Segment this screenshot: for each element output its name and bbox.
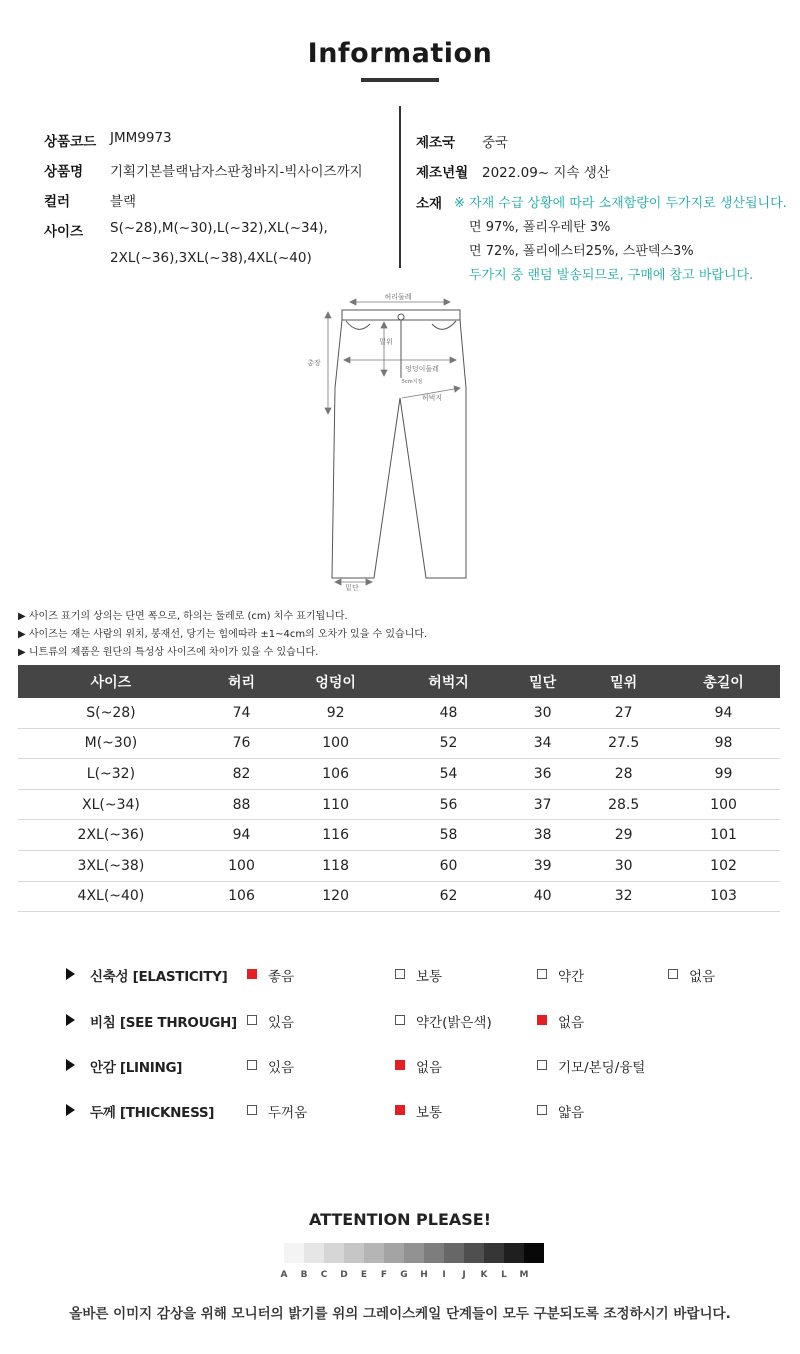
info-label: 상품코드 bbox=[44, 134, 97, 150]
info-label: 컬러 bbox=[44, 194, 71, 210]
grayscale-swatch bbox=[364, 1243, 384, 1263]
size-table-row bbox=[18, 850, 780, 881]
cell-length: 101 bbox=[667, 820, 780, 851]
option-label: 두꺼움 bbox=[268, 1105, 308, 1121]
cell-rise: 29 bbox=[580, 820, 667, 851]
grayscale-swatch bbox=[504, 1243, 524, 1263]
property-row bbox=[0, 1056, 800, 1076]
info-label: 사이즈 bbox=[44, 224, 84, 240]
diagram-label-thigh-offset: 5cm지점 bbox=[401, 379, 423, 385]
swatch-label: J bbox=[462, 1270, 466, 1280]
material-note: ※ 자재 수급 상황에 따라 소재함량이 두가지로 생산됩니다. bbox=[454, 196, 787, 211]
property-row bbox=[0, 965, 800, 985]
size-table-row bbox=[18, 881, 780, 912]
info-value: 2022.09~ 지속 생산 bbox=[482, 165, 610, 181]
cell-hip: 120 bbox=[279, 881, 392, 912]
header-hip: 엉덩이 bbox=[279, 665, 392, 698]
header-hem: 밑단 bbox=[505, 665, 580, 698]
diagram-label-hip: 엉덩이둘레 bbox=[405, 365, 439, 373]
option-label: 보통 bbox=[416, 1105, 443, 1121]
grayscale-swatch bbox=[444, 1243, 464, 1263]
cell-hip: 118 bbox=[279, 850, 392, 881]
info-value: 2XL(~36),3XL(~38),4XL(~40) bbox=[110, 250, 312, 266]
cell-waist: 76 bbox=[204, 728, 279, 759]
swatch-label: I bbox=[442, 1270, 446, 1280]
cell-hem: 34 bbox=[505, 728, 580, 759]
cell-waist: 100 bbox=[204, 850, 279, 881]
pants-size-diagram bbox=[300, 288, 500, 598]
info-value: 기획기본블랙남자스판청바지-빅사이즈까지 bbox=[110, 164, 363, 180]
unchecked-box-icon bbox=[247, 1015, 257, 1025]
diagram-label-length: 총장 bbox=[307, 359, 321, 367]
cell-size: M(~30) bbox=[18, 728, 204, 759]
option-label: 약간(밝은색) bbox=[416, 1015, 492, 1031]
checked-box-icon bbox=[395, 1060, 405, 1070]
unchecked-box-icon bbox=[247, 1105, 257, 1115]
option-label: 기모/본딩/융털 bbox=[558, 1060, 646, 1076]
option-label: 있음 bbox=[268, 1060, 295, 1076]
unchecked-box-icon bbox=[247, 1060, 257, 1070]
header-rise: 밑위 bbox=[580, 665, 667, 698]
info-value: 중국 bbox=[482, 135, 509, 151]
material-note-2-text: 두가지 중 랜덤 발송되므로, 구매에 참고 바랍니다. bbox=[469, 268, 754, 283]
property-label: 비침 [SEE THROUGH] bbox=[90, 1015, 237, 1031]
property-row bbox=[0, 1101, 800, 1121]
option-label: 좋음 bbox=[268, 969, 295, 985]
cell-rise: 27 bbox=[580, 698, 667, 728]
grayscale-swatch bbox=[484, 1243, 504, 1263]
swatch-label: H bbox=[420, 1270, 428, 1280]
page-title: Information bbox=[307, 38, 493, 69]
attention-title: ATTENTION PLEASE! bbox=[308, 1210, 492, 1229]
cell-hip: 92 bbox=[279, 698, 392, 728]
cell-waist: 82 bbox=[204, 759, 279, 790]
size-table-row bbox=[18, 789, 780, 820]
info-label: 소재 bbox=[416, 196, 443, 212]
triangle-bullet-icon bbox=[66, 1014, 75, 1026]
swatch-label: D bbox=[340, 1270, 348, 1280]
size-table-row bbox=[18, 698, 780, 728]
property-label: 신축성 [ELASTICITY] bbox=[90, 969, 228, 985]
swatch-label: E bbox=[360, 1270, 368, 1280]
grayscale-swatch bbox=[304, 1243, 324, 1263]
cell-length: 94 bbox=[667, 698, 780, 728]
swatch-label: F bbox=[380, 1270, 388, 1280]
diagram-label-waist: 허리둘레 bbox=[384, 293, 412, 301]
info-label: 상품명 bbox=[44, 164, 84, 180]
swatch-label: K bbox=[480, 1270, 488, 1280]
size-note: ▶ 사이즈는 재는 사람의 위치, 봉재선, 당기는 힘에따라 ±1~4cm의 오차가 있을 수 있습니다. bbox=[18, 629, 428, 640]
swatch-label: B bbox=[300, 1270, 308, 1280]
size-note: ▶ 사이즈 표기의 상의는 단면 폭으로, 하의는 둘레로 (cm) 치수 표기됩니다. bbox=[18, 611, 348, 622]
waistband-shape bbox=[342, 310, 460, 320]
size-table-header bbox=[18, 665, 780, 698]
diagram-label-hem: 밑단 bbox=[345, 584, 359, 592]
grayscale-swatch bbox=[324, 1243, 344, 1263]
grayscale-swatch bbox=[524, 1243, 544, 1263]
cell-waist: 94 bbox=[204, 820, 279, 851]
grayscale-swatch bbox=[464, 1243, 484, 1263]
diagram-label-thigh: 허벅지 bbox=[421, 394, 443, 402]
triangle-bullet-icon bbox=[66, 1104, 75, 1116]
cell-hem: 40 bbox=[505, 881, 580, 912]
unchecked-box-icon bbox=[395, 969, 405, 979]
cell-hem: 39 bbox=[505, 850, 580, 881]
header-size: 사이즈 bbox=[18, 665, 204, 698]
cell-hip: 106 bbox=[279, 759, 392, 790]
property-row bbox=[0, 1011, 800, 1031]
cell-thigh: 58 bbox=[392, 820, 505, 851]
property-label: 안감 [LINING] bbox=[90, 1060, 183, 1076]
grayscale-swatch bbox=[424, 1243, 444, 1263]
cell-thigh: 62 bbox=[392, 881, 505, 912]
cell-thigh: 60 bbox=[392, 850, 505, 881]
cell-length: 102 bbox=[667, 850, 780, 881]
header-length: 총길이 bbox=[667, 665, 780, 698]
grayscale-swatch bbox=[384, 1243, 404, 1263]
cell-rise: 28.5 bbox=[580, 789, 667, 820]
cell-hip: 110 bbox=[279, 789, 392, 820]
info-value: JMM9973 bbox=[110, 130, 172, 146]
cell-hip: 100 bbox=[279, 728, 392, 759]
swatch-label: G bbox=[400, 1270, 408, 1280]
checked-box-icon bbox=[395, 1105, 405, 1115]
monitor-brightness-note: 올바른 이미지 감상을 위해 모니터의 밝기를 위의 그레이스케일 단계들이 모두 구분되도록 조정하시기 바랍니다. bbox=[69, 1306, 731, 1322]
cell-thigh: 52 bbox=[392, 728, 505, 759]
cell-rise: 27.5 bbox=[580, 728, 667, 759]
cell-thigh: 56 bbox=[392, 789, 505, 820]
info-value: 면 97%, 폴리우레탄 3% bbox=[469, 220, 611, 235]
size-note: ▶ 니트류의 제품은 원단의 특성상 사이즈에 차이가 있을 수 있습니다. bbox=[18, 647, 319, 658]
cell-size: 3XL(~38) bbox=[18, 850, 204, 881]
option-label: 없음 bbox=[416, 1060, 443, 1076]
info-label: 제조년월 bbox=[416, 165, 469, 181]
cell-size: S(~28) bbox=[18, 698, 204, 728]
property-label: 두께 [THICKNESS] bbox=[90, 1105, 215, 1121]
cell-rise: 28 bbox=[580, 759, 667, 790]
cell-waist: 74 bbox=[204, 698, 279, 728]
cell-size: XL(~34) bbox=[18, 789, 204, 820]
header-thigh: 허벅지 bbox=[392, 665, 505, 698]
unchecked-box-icon bbox=[668, 969, 678, 979]
title-underline bbox=[361, 78, 439, 82]
cell-hem: 30 bbox=[505, 698, 580, 728]
cell-waist: 88 bbox=[204, 789, 279, 820]
option-label: 얇음 bbox=[558, 1105, 585, 1121]
option-label: 없음 bbox=[689, 969, 716, 985]
swatch-label: C bbox=[320, 1270, 328, 1280]
unchecked-box-icon bbox=[395, 1015, 405, 1025]
cell-thigh: 54 bbox=[392, 759, 505, 790]
option-label: 없음 bbox=[558, 1015, 585, 1031]
info-value: 면 72%, 폴리에스터25%, 스판덱스3% bbox=[469, 244, 694, 259]
pants-outline bbox=[332, 320, 466, 578]
cell-length: 98 bbox=[667, 728, 780, 759]
cell-hip: 116 bbox=[279, 820, 392, 851]
grayscale-swatch bbox=[404, 1243, 424, 1263]
cell-size: 2XL(~36) bbox=[18, 820, 204, 851]
size-table-row bbox=[18, 759, 780, 790]
cell-size: 4XL(~40) bbox=[18, 881, 204, 912]
triangle-bullet-icon bbox=[66, 1059, 75, 1071]
swatch-label: M bbox=[519, 1270, 529, 1280]
unchecked-box-icon bbox=[537, 1060, 547, 1070]
option-label: 있음 bbox=[268, 1015, 295, 1031]
cell-hem: 37 bbox=[505, 789, 580, 820]
cell-size: L(~32) bbox=[18, 759, 204, 790]
header-waist: 허리 bbox=[204, 665, 279, 698]
unchecked-box-icon bbox=[537, 1105, 547, 1115]
triangle-bullet-icon bbox=[66, 968, 75, 980]
checked-box-icon bbox=[247, 969, 257, 979]
size-table-row bbox=[18, 728, 780, 759]
diagram-label-rise: 밑위 bbox=[379, 338, 393, 346]
size-table-row bbox=[18, 820, 780, 851]
size-table bbox=[18, 665, 780, 912]
cell-hem: 38 bbox=[505, 820, 580, 851]
column-divider bbox=[399, 106, 401, 268]
option-label: 보통 bbox=[416, 969, 443, 985]
cell-waist: 106 bbox=[204, 881, 279, 912]
cell-thigh: 48 bbox=[392, 698, 505, 728]
unchecked-box-icon bbox=[537, 969, 547, 979]
info-value: 블랙 bbox=[110, 194, 137, 210]
grayscale-swatch bbox=[344, 1243, 364, 1263]
cell-hem: 36 bbox=[505, 759, 580, 790]
info-label: 제조국 bbox=[416, 135, 456, 151]
info-value: S(~28),M(~30),L(~32),XL(~34), bbox=[110, 220, 328, 236]
cell-length: 103 bbox=[667, 881, 780, 912]
swatch-label: L bbox=[501, 1270, 507, 1280]
swatch-label: A bbox=[280, 1270, 288, 1280]
checked-box-icon bbox=[537, 1015, 547, 1025]
cell-rise: 30 bbox=[580, 850, 667, 881]
cell-length: 99 bbox=[667, 759, 780, 790]
option-label: 약간 bbox=[558, 969, 585, 985]
grayscale-swatch bbox=[284, 1243, 304, 1263]
button-shape bbox=[398, 314, 404, 320]
cell-length: 100 bbox=[667, 789, 780, 820]
cell-rise: 32 bbox=[580, 881, 667, 912]
